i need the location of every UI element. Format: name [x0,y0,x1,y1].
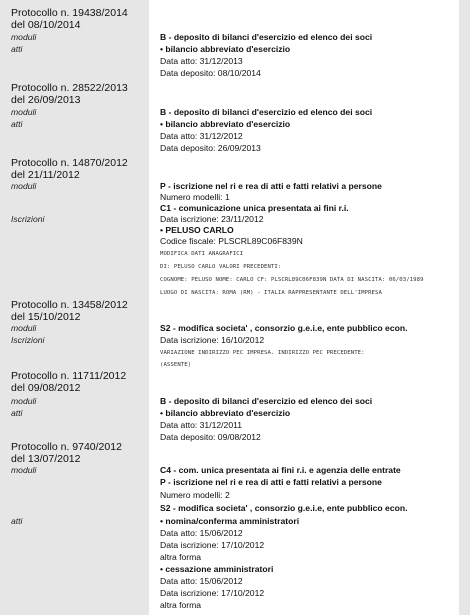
atto-text: • bilancio abbreviato d'esercizio [160,408,291,418]
data-atto: Data atto: 31/12/2013 [160,56,243,66]
modulo-text: P - iscrizione nel ri e rea di atti e fatti relativi a persone [160,181,382,191]
protocol-date: del 26/09/2013 [11,94,81,106]
numero-modelli: Numero modelli: 1 [160,192,230,202]
data-atto: Data atto: 31/12/2011 [160,420,243,430]
protocol-number: Protocollo n. 11711/2012 [11,370,127,382]
moduli-label: moduli [11,396,37,406]
modulo-text: B - deposito di bilanci d'esercizio ed elenco dei soci [160,396,373,406]
protocol-date: del 09/08/2012 [11,382,81,394]
data-iscrizione: Data iscrizione: 16/10/2012 [160,335,265,345]
moduli-label: moduli [11,107,37,117]
atto-text: • bilancio abbreviato d'esercizio [160,119,291,129]
annotation-line: LUOGO DI NASCITA: ROMA (RM) - ITALIA RAPPRESENTANTE DELL'IMPRESA [160,290,382,296]
data-deposito: Data deposito: 08/10/2014 [160,68,261,78]
modulo-text: B - deposito di bilanci d'esercizio ed elenco dei soci [160,32,373,42]
annotation-line: (ASSENTE) [160,362,192,368]
data-iscrizione: Data iscrizione: 17/10/2012 [160,588,265,598]
numero-modelli: Numero modelli: 2 [160,490,230,500]
protocol-number: Protocollo n. 13458/2012 [11,299,128,311]
persona-name: • PELUSO CARLO [160,225,234,235]
atti-label: atti [11,408,23,418]
annotation-line: MODIFICA DATI ANAGRAFICI [160,251,244,257]
protocol-date: del 15/10/2012 [11,311,81,323]
data-atto: Data atto: 31/12/2012 [160,131,243,141]
c4-modulo-text: C4 - com. unica presentata ai fini r.i. e agenzia delle entrate [160,465,401,475]
moduli-label: moduli [11,181,37,191]
modulo-text: B - deposito di bilanci d'esercizio ed elenco dei soci [160,107,373,117]
moduli-label: moduli [11,323,37,333]
data-atto: Data atto: 15/06/2012 [160,528,243,538]
codice-fiscale: Codice fiscale: PLSCRL89C06F839N [160,236,303,246]
data-iscrizione: Data iscrizione: 17/10/2012 [160,540,265,550]
data-deposito: Data deposito: 09/08/2012 [160,432,261,442]
annotation-line: VARIAZIONE INDIRIZZO PEC IMPRESA. INDIRIZZO PEC PRECEDENTE: [160,350,365,356]
protocol-date: del 21/11/2012 [11,169,80,181]
moduli-label: moduli [11,465,37,475]
atto-text: • nomina/conferma amministratori [160,516,300,526]
protocol-number: Protocollo n. 14870/2012 [11,157,128,169]
annotation-line: DI: PELUSO CARLO VALORI PRECEDENTI: [160,264,282,270]
forma-text: altra forma [160,600,202,610]
annotation-line: COGNOME: PELUSO NOME: CARLO CF: PLSCRL89C06F839N DATA DI NASCITA: 06/03/1989 [160,277,424,283]
forma-text: altra forma [160,552,202,562]
protocol-date: del 08/10/2014 [11,19,81,31]
data-iscrizione: Data iscrizione: 23/11/2012 [160,214,264,224]
c1-modulo-text: C1 - comunicazione unica presentata ai fini r.i. [160,203,349,213]
atto-text: • cessazione amministratori [160,564,274,574]
iscrizioni-label: Iscrizioni [11,214,45,224]
protocol-date: del 13/07/2012 [11,453,81,465]
protocol-number: Protocollo n. 19438/2014 [11,7,128,19]
data-atto: Data atto: 15/06/2012 [160,576,243,586]
protocol-number: Protocollo n. 9740/2012 [11,441,122,453]
protocol-number: Protocollo n. 28522/2013 [11,82,128,94]
iscrizioni-label: Iscrizioni [11,335,45,345]
modulo-text: S2 - modifica societa' , consorzio g.e.i.e, ente pubblico econ. [160,323,408,333]
moduli-label: moduli [11,32,37,42]
atti-label: atti [11,44,23,54]
atti-label: atti [11,516,23,526]
atto-text: • bilancio abbreviato d'esercizio [160,44,291,54]
atti-label: atti [11,119,23,129]
s2-modulo-text: S2 - modifica societa' , consorzio g.e.i.e, ente pubblico econ. [160,503,408,513]
data-deposito: Data deposito: 26/09/2013 [160,143,261,153]
p-modulo-text: P - iscrizione nel ri e rea di atti e fatti relativi a persone [160,477,382,487]
